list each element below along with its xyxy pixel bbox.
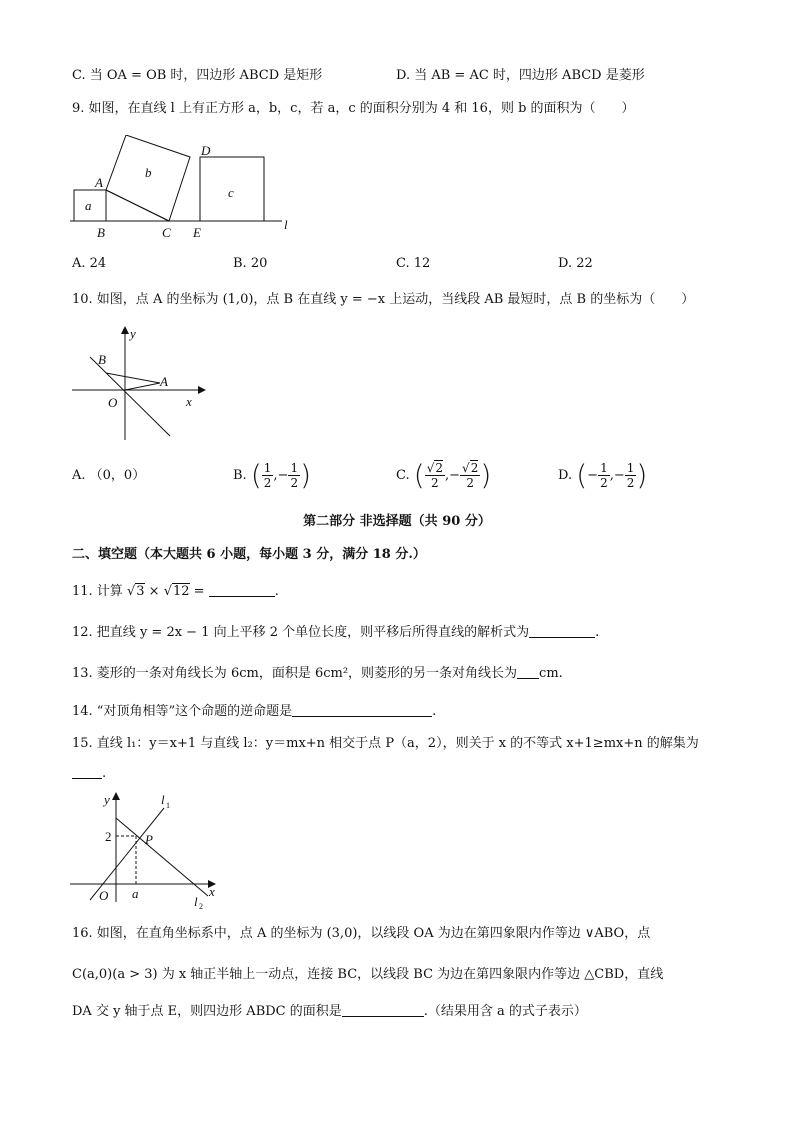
q16-line2: C(a,0)(a > 3) 为 x 轴正半轴上一动点，连接 BC，以线段 BC 为边在第四象限内作等边 △CBD，直线 <box>72 967 664 982</box>
q10-option-c-lparen: ( <box>413 458 425 492</box>
q12-answer-blank[interactable] <box>529 623 595 638</box>
q10-option-c-frac1: $\frac{√2}{2}$ <box>426 461 443 490</box>
q10-label-A: A <box>160 374 168 389</box>
q9-label-C: C <box>162 225 171 240</box>
q9-text: 9. 如图，在直线 l 上有正方形 a，b，c，若 a，c 的面积分别为 4 和 16，则 b 的面积为（ ） <box>72 101 635 116</box>
q9-label-D: D <box>201 143 211 158</box>
q10-option-d-frac1: $\frac{1}{2}$ <box>600 461 608 490</box>
q10-label-x: x <box>186 394 192 409</box>
q10-label-O: O <box>108 395 118 410</box>
q9-label-E: E <box>193 225 201 240</box>
q11-expression: √3 × √12 = <box>126 584 205 599</box>
q9-label-B: B <box>97 225 105 240</box>
q12-text <box>72 623 599 643</box>
q10-option-b-lparen: ( <box>250 458 262 492</box>
q15-label-a: a <box>132 886 139 901</box>
q16-line3-body: DA 交 y 轴于点 E，则四边形 ABDC 的面积是 <box>72 1004 342 1019</box>
q11-suffix: . <box>274 584 279 599</box>
part2-title: 第二部分 非选择题（共 90 分） <box>303 514 491 529</box>
q10-segment-oa <box>125 383 160 390</box>
q15-label-2: 2 <box>105 829 112 844</box>
q10-y-arrow <box>121 326 129 334</box>
q16-line3 <box>72 1002 587 1022</box>
q10-label-y: y <box>130 326 136 341</box>
q14-text <box>72 702 436 722</box>
q15-label-l2-sub: 2 <box>199 902 203 910</box>
q9-option-d: D. 22 <box>558 256 593 271</box>
q10-figure <box>70 324 210 444</box>
q13-answer-blank[interactable] <box>517 664 539 679</box>
section2-title: 二、填空题（本大题共 6 小题，每小题 3 分，满分 18 分.） <box>72 547 426 562</box>
q15-label-O: O <box>99 888 109 903</box>
q15-answer-line <box>72 764 106 784</box>
q9-option-b: B. 20 <box>233 256 268 271</box>
q9-segment-ab <box>106 190 169 221</box>
q9-label-l: l <box>284 217 288 232</box>
q15-label-l1: l <box>161 792 165 807</box>
q15-y-arrow <box>112 792 120 800</box>
q10-option-d-lparen: ( <box>576 458 588 492</box>
q9-label-b: b <box>145 165 152 180</box>
q10-option-d-label: D. <box>558 468 573 483</box>
q15-label-P: P <box>145 832 153 847</box>
q12-suffix: . <box>595 625 600 640</box>
q16-answer-blank[interactable] <box>342 1002 424 1017</box>
q10-option-b-rparen: ) <box>300 458 312 492</box>
q10-option-d: D. (− $\frac{1}{2}$ ,− $\frac{1}{2}$ ) <box>558 458 648 492</box>
q16-line3-suffix: .（结果用含 a 的式子表示） <box>423 1004 587 1019</box>
q10-option-b: B. ( $\frac{1}{2}$ ,− $\frac{1}{2}$ ) <box>233 458 312 492</box>
q14-suffix: . <box>432 704 437 719</box>
q8-option-d: D. 当 AB = AC 时，四边形 ABCD 是菱形 <box>396 68 645 83</box>
q15-figure <box>68 790 228 910</box>
q10-option-d-rparen: ) <box>636 458 648 492</box>
q10-option-b-frac2: $\frac{1}{2}$ <box>290 461 299 490</box>
q15-label-x: x <box>209 884 215 899</box>
q10-line-y-neg-x <box>90 357 170 436</box>
q14-answer-blank[interactable] <box>292 702 432 717</box>
q13-body: 13. 菱形的一条对角线长为 6cm，面积是 6cm²，则菱形的另一条对角线长为 <box>72 666 518 681</box>
q9-option-a: A. 24 <box>72 256 107 271</box>
q9-figure <box>68 135 308 245</box>
q12-body: 12. 把直线 y = 2x − 1 向上平移 2 个单位长度，则平移后所得直线的解析式为 <box>72 625 530 640</box>
q10-option-c-frac2: $\frac{√2}{2}$ <box>462 461 479 490</box>
q15-suffix: . <box>102 766 107 781</box>
q10-option-c-rparen: ) <box>480 458 492 492</box>
q14-body: 14. “对顶角相等”这个命题的逆命题是 <box>72 704 293 719</box>
q10-option-a: A. （0，0） <box>72 468 146 483</box>
q9-option-c: C. 12 <box>396 256 431 271</box>
q15-label-y: y <box>104 792 110 807</box>
q10-x-arrow <box>198 386 206 394</box>
q11-prefix: 11. 计算 <box>72 584 127 599</box>
q15-line-l1 <box>90 808 164 900</box>
q10-option-d-frac2: $\frac{1}{2}$ <box>626 461 635 490</box>
q11-answer-blank[interactable] <box>209 582 275 597</box>
q15-text: 15. 直线 l₁：y＝x+1 与直线 l₂：y＝mx+n 相交于点 P（a，2），则关于 x 的不等式 x+1≥mx+n 的解集为 <box>72 736 699 751</box>
q13-text <box>72 664 563 684</box>
q15-label-l2: l <box>194 894 198 909</box>
q11-text <box>72 582 279 602</box>
q10-option-b-label: B. <box>233 468 247 483</box>
q10-option-c-label: C. <box>396 468 410 483</box>
q16-line1: 16. 如图，在直角坐标系中，点 A 的坐标为 (3,0)，以线段 OA 为边在第四象限内作等边 ∨ABO，点 <box>72 926 651 941</box>
q10-label-B: B <box>98 352 106 367</box>
q15-answer-blank[interactable] <box>72 764 102 779</box>
q9-label-a: a <box>85 198 92 213</box>
q8-option-c: C. 当 OA = OB 时，四边形 ABCD 是矩形 <box>72 68 323 83</box>
q10-option-b-frac1: $\frac{1}{2}$ <box>263 461 272 490</box>
q10-text: 10. 如图，点 A 的坐标为 (1,0)，点 B 在直线 y = −x 上运动，当线段 AB 最短时，点 B 的坐标为（ ） <box>72 292 695 307</box>
q9-label-A: A <box>95 175 103 190</box>
q13-suffix: cm. <box>539 666 563 681</box>
q9-label-c: c <box>228 185 234 200</box>
q15-label-l1-sub: 1 <box>166 801 170 810</box>
q10-option-c: C. ( $\frac{√2}{2}$ ,− $\frac{√2}{2}$ ) <box>396 458 492 492</box>
